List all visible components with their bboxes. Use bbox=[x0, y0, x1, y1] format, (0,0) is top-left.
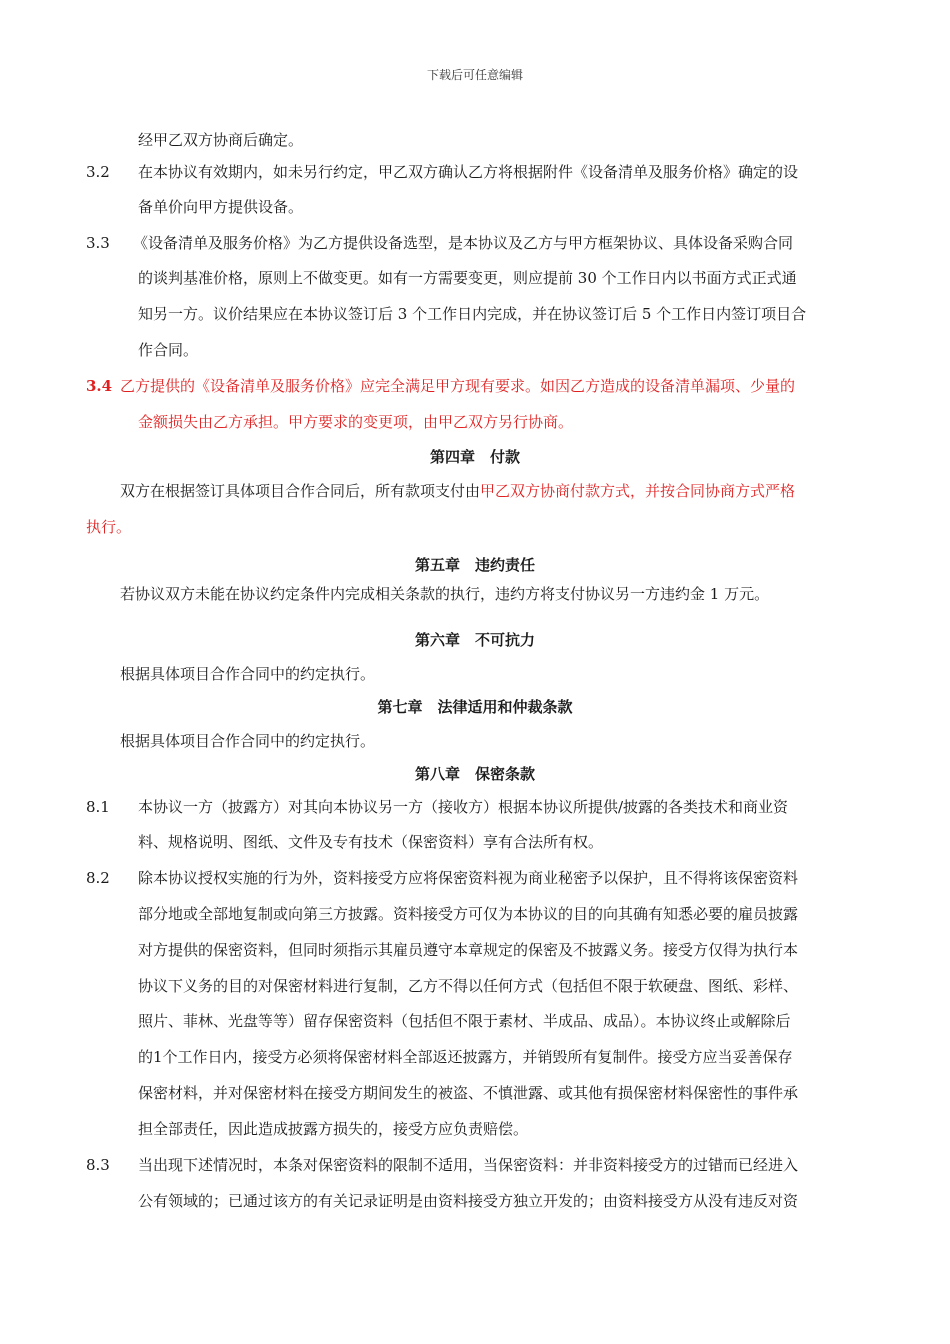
clause-line: 协议下义务的目的对保密材料进行复制，乙方不得以任何方式（包括但不限于软硬盘、图纸、彩样、 bbox=[138, 977, 799, 995]
paragraph-line: 根据具体项目合作合同中的约定执行。 bbox=[120, 665, 376, 683]
clause-line: 担全部责任，因此造成披露方损失的，接受方应负责赔偿。 bbox=[138, 1120, 529, 1138]
clause-line: 照片、菲林、光盘等等）留存保密资料（包括但不限于素材、半成品、成品）。本协议终止或解除后 bbox=[138, 1012, 791, 1030]
clause-line: 作合同。 bbox=[138, 341, 199, 359]
clause-number: 3.2 bbox=[86, 163, 110, 181]
clause-number: 8.3 bbox=[86, 1156, 110, 1174]
chapter-heading: 第四章 付款 bbox=[429, 448, 520, 466]
paragraph-text: 双方在根据签订具体项目合作合同后，所有款项支付由 bbox=[120, 482, 481, 500]
paragraph-line: 执行。 bbox=[86, 518, 132, 536]
clause-line: 保密材料，并对保密材料在接受方期间发生的被盗、不慎泄露、或其他有损保密材料保密性的事件承 bbox=[138, 1084, 799, 1102]
clause-line: 《设备清单及服务价格》为乙方提供设备选型，是本协议及乙方与甲方框架协议、具体设备采购合同 bbox=[133, 234, 794, 252]
clause-line: 金额损失由乙方承担。甲方要求的变更项，由甲乙双方另行协商。 bbox=[138, 413, 574, 431]
chapter-heading: 第七章 法律适用和仲裁条款 bbox=[377, 698, 573, 716]
chapter-heading: 第六章 不可抗力 bbox=[414, 631, 535, 649]
clause-line: 料、规格说明、图纸、文件及专有技术（保密资料）享有合法所有权。 bbox=[138, 833, 604, 851]
clause-line: 对方提供的保密资料，但同时须指示其雇员遵守本章规定的保密及不披露义务。接受方仅得为执行本 bbox=[138, 941, 799, 959]
clause-line: 知另一方。议价结果应在本协议签订后 3 个工作日内完成，并在协议签订后 5 个工作日内签订项目合 bbox=[138, 305, 807, 323]
clause-number: 8.2 bbox=[86, 869, 110, 887]
chapter-heading: 第五章 违约责任 bbox=[414, 556, 535, 574]
paragraph-line: 若协议双方未能在协议约定条件内完成相关条款的执行，违约方将支付协议另一方违约金 1 万元。 bbox=[120, 585, 770, 603]
paragraph-text-highlight: 甲乙双方协商付款方式，并按合同协商方式严格 bbox=[480, 482, 796, 500]
clause-line: 除本协议授权实施的行为外，资料接受方应将保密资料视为商业秘密予以保护，且不得将该保密资料 bbox=[138, 869, 799, 887]
clause-line: 当出现下述情况时，本条对保密资料的限制不适用，当保密资料：并非资料接受方的过错而已经进入 bbox=[138, 1156, 799, 1174]
clause-line: 备单价向甲方提供设备。 bbox=[138, 198, 304, 216]
page-header: 下载后可任意编辑 bbox=[426, 68, 523, 82]
clause-number: 8.1 bbox=[86, 798, 110, 816]
clause-number: 3.3 bbox=[86, 234, 110, 252]
clause-line: 的谈判基准价格，原则上不做变更。如有一方需要变更，则应提前 30 个工作日内以书面方式正式通 bbox=[138, 269, 797, 287]
paragraph-line bbox=[120, 481, 795, 501]
clause-line: 部分地或全部地复制或向第三方披露。资料接受方可仅为本协议的目的向其确有知悉必要的雇员披露 bbox=[138, 905, 799, 923]
clause-line: 在本协议有效期内，如未另行约定，甲乙双方确认乙方将根据附件《设备清单及服务价格》确定的设 bbox=[138, 163, 799, 181]
clause-line: 本协议一方（披露方）对其向本协议另一方（接收方）根据本协议所提供/披露的各类技术和商业资 bbox=[138, 798, 789, 816]
clause-line: 的1个工作日内，接受方必须将保密材料全部返还披露方，并销毁所有复制件。接受方应当妥善保存 bbox=[138, 1048, 793, 1066]
paragraph-line: 根据具体项目合作合同中的约定执行。 bbox=[120, 732, 376, 750]
clause-number: 3.4 bbox=[86, 377, 113, 395]
paragraph-line: 经甲乙双方协商后确定。 bbox=[138, 131, 304, 149]
clause-line: 乙方提供的《设备清单及服务价格》应完全满足甲方现有要求。如因乙方造成的设备清单漏项、少量的 bbox=[120, 377, 796, 395]
chapter-heading: 第八章 保密条款 bbox=[414, 765, 535, 783]
clause-line: 公有领域的；已通过该方的有关记录证明是由资料接受方独立开发的；由资料接受方从没有违反对资 bbox=[138, 1192, 799, 1210]
